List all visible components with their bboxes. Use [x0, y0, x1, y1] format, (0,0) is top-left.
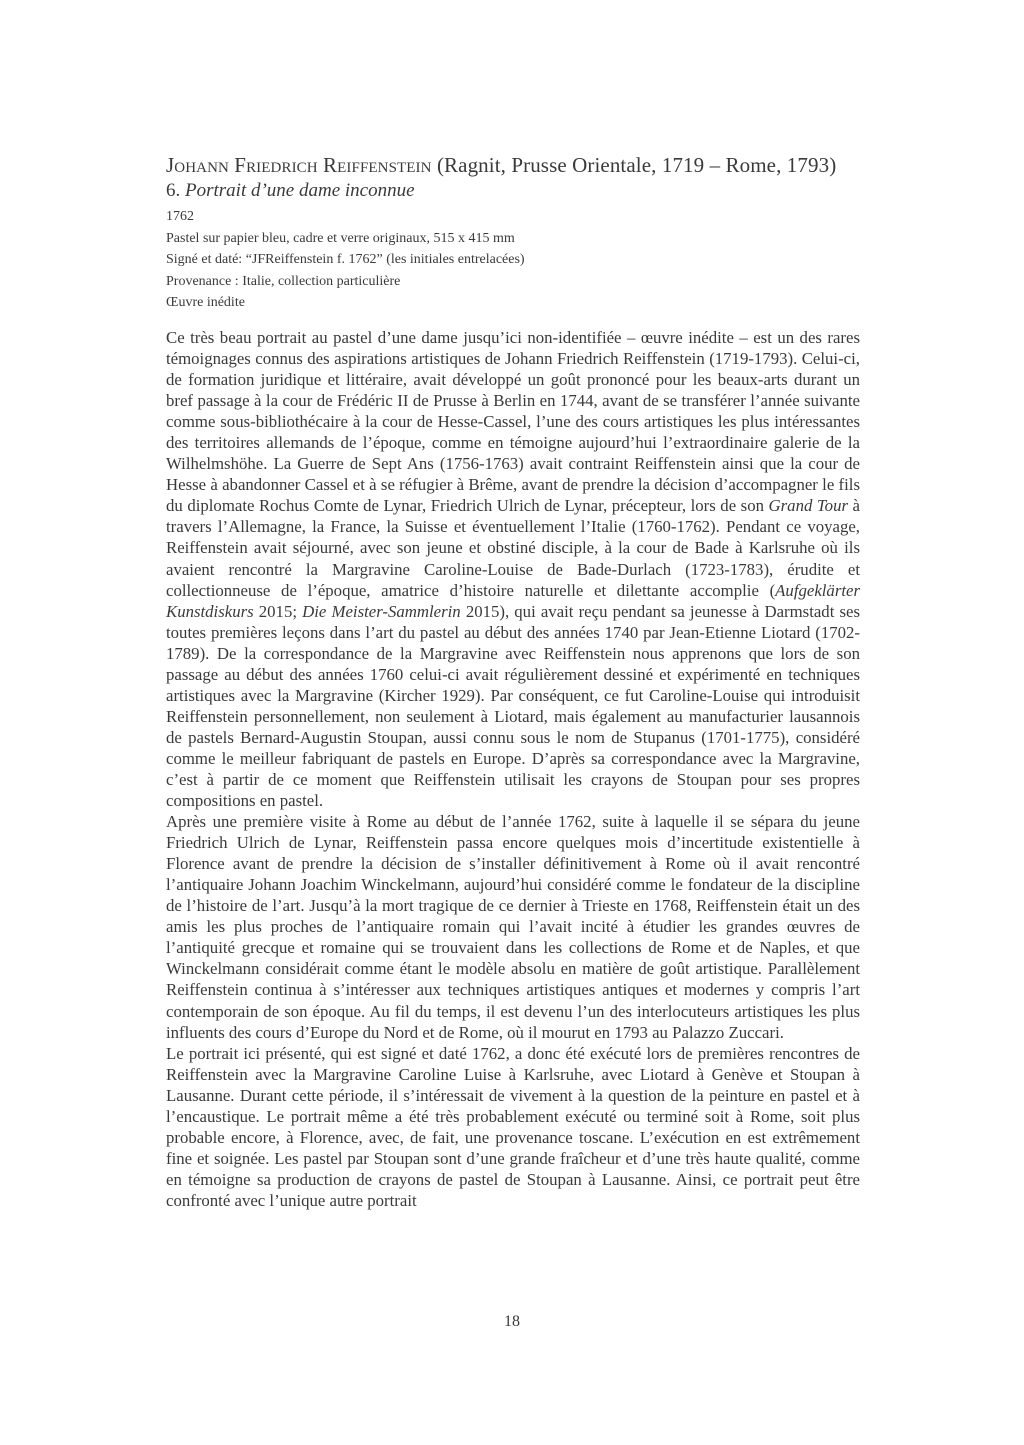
- work-medium: Pastel sur papier bleu, cadre et verre originaux, 515 x 415 mm: [166, 230, 515, 246]
- paragraph-1-part-a: Ce très beau portrait au pastel d’une dame jusqu’ici non-identifiée – œuvre inédite – est un des rares témoignages connus des aspirations artistiques de Johann Friedrich Reiffenstein (1719-1793). Celui-ci, de formation juridique et littéraire, avait développé un goût prononcé pour les beaux-arts durant un bref passage à la cour de Frédéric II de Prusse à Berlin en 1744, avant de se transférer l’année suivante comme sous-bibliothécaire à la cour de Hesse-Cassel, l’une des cours artistiques les plus intéressantes des territoires allemands de l’époque, comme en témoigne aujourd’hui l’extraordinaire galerie de la Wilhelmshöhe. La Guerre de Sept Ans (1756-1763) avait contraint Reiffenstein ainsi que la cour de Hesse à abandonner Cassel et à se réfugier à Brême, avant de prendre la décision d’accompagner le fils du diplomate Rochus Comte de Lynar, Friedrich Ulrich de Lynar, précepteur, lors de son: [166, 328, 860, 516]
- grand-tour-term: Grand Tour: [768, 496, 848, 516]
- paragraph-1-part-d: 2015), qui avait reçu pendant sa jeunesse à Darmstadt ses toutes premières leçons dans l’art du pastel au début des années 1740 par Jean-Etienne Liotard (1702-1789). De la correspondance de la Margravine avec Reiffenstein nous apprenons que lors de son passage au début des années 1760 celui-ci avait régulièrement dessiné et expérimenté en techniques artistiques avec la Margravine (Kircher 1929). Par conséquent, ce fut Caroline-Louise qui introduisit Reiffenstein personnellement, non seulement à Liotard, mais également au manufacturier lausannois de pastels Bernard-Augustin Stoupan, aussi connu sous le nom de Stupanus (1701-1775), considéré comme le meilleur fabriquant de pastels en Europe. D’après sa correspondance avec la Margravine, c’est à partir de ce moment que Reiffenstein utilisait les crayons de Stoupan pour ses propres compositions en pastel.: [166, 601, 860, 811]
- reference-meister-sammlerin: Die Meister-Sammlerin: [302, 601, 461, 621]
- entry-header: [166, 152, 860, 314]
- work-title-line: [166, 179, 860, 203]
- paragraph-2: Après une première visite à Rome au début de l’année 1762, suite à laquelle il se sépara du jeune Friedrich Ulrich de Lynar, Reiffenstein passa encore quelques mois d’incertitude existentielle à Florence avant de prendre la décision de s’installer définitivement à Rome où il avait rencontré l’antiquaire Johann Joachim Winckelmann, aujourd’hui considéré comme le fondateur de la discipline de l’histoire de l’art. Jusqu’à la mort tragique de ce dernier à Trieste en 1768, Reiffenstein était un des amis les plus proches de l’antiquaire romain qui l’avait incité à étudier les grandes œuvres de l’antiquité grecque et romaine qui se trouvaient dans les collections de Rome et de Naples, et que Winckelmann considérait comme étant le modèle absolu en matière de goût artistique. Parallèlement Reiffenstein continua à s’intéresser aux techniques artistiques antiques et modernes y compris l’art contemporain de son époque. Au fil du temps, il est devenu l’un des interlocuteurs artistiques les plus influents des cours d’Europe du Nord et de Rome, où il mourut en 1793 au Palazzo Zuccari.: [166, 812, 860, 1042]
- work-provenance: Provenance : Italie, collection particulière: [166, 273, 401, 289]
- paragraph-1-part-b: à travers l’Allemagne, la France, la Suisse et éventuellement l’Italie (1760-1762). Pendant ce voyage, Reiffenstein avait séjourné, avec son jeune et obstiné disciple, à la cour de Bade à Karlsruhe où ils avaient rencontré la Margravine Caroline-Louise de Bade-Durlach (1723-1783), érudite et collectionneuse de l’époque, amatrice d’histoire naturelle et dilettante accomplie (: [166, 496, 860, 600]
- artist-name: Johann Friedrich Reiffenstein: [166, 153, 432, 177]
- work-status: Œuvre inédite: [166, 295, 245, 310]
- artist-heading: [166, 152, 860, 179]
- work-year: 1762: [166, 209, 194, 224]
- paragraph-1: [166, 327, 860, 811]
- page-number: 18: [504, 1313, 520, 1330]
- paragraph-1-part-c: 2015;: [253, 601, 303, 621]
- work-signature: Signé et daté: “JFReiffenstein f. 1762” (les initiales entrelacées): [166, 252, 525, 267]
- work-number: 6.: [166, 180, 185, 201]
- paragraph-3: Le portrait ici présenté, qui est signé et daté 1762, a donc été exécuté lors de premières rencontres de Reiffenstein avec la Margravine Caroline Luise à Karlsruhe, avec Liotard à Genève et Stoupan à Lausanne. Durant cette période, il s’intéressait de vivement à la question de la peinture en pastel et à l’encaustique. Le portrait même a été très probablement exécuté ou terminé soit à Rome, soit plus probable encore, à Florence, avec, de fait, une provenance toscane. L’exécution en est extrêmement fine et soignée. Les pastel par Stoupan sont d’une grande fraîcheur et d’une très haute qualité, comme en témoigne sa production de crayons de pastel de Stoupan à Lausanne. Ainsi, ce portrait peut être confronté avec l’unique autre portrait: [166, 1043, 860, 1210]
- work-title: Portrait d’une dame inconnue: [185, 180, 415, 201]
- essay-body: [166, 327, 860, 1211]
- work-details: [166, 206, 860, 314]
- reference-aufgeklaerter: Aufgeklärter Kunstdiskurs: [166, 580, 860, 621]
- artist-dates: (Ragnit, Prusse Orientale, 1719 – Rome, 1793): [431, 153, 837, 177]
